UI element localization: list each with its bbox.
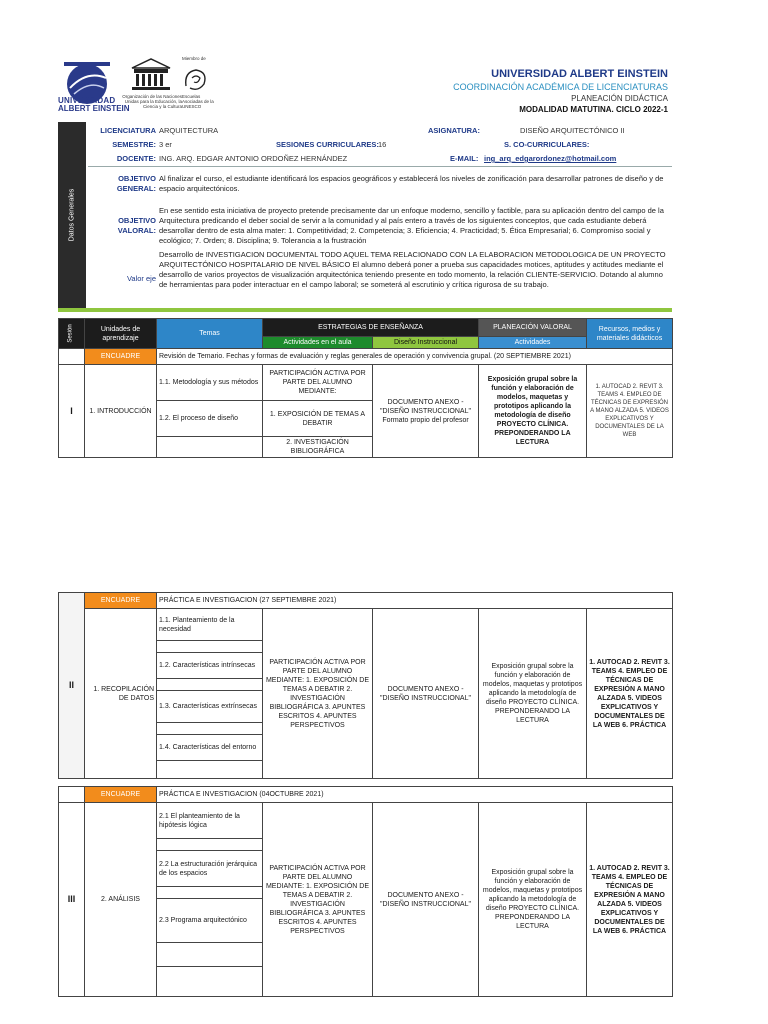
topic-1: 1.1. Metodología y sus métodos: [157, 365, 263, 401]
activity-2: 1. EXPOSICIÓN DE TEMAS A DEBATIR: [263, 401, 373, 437]
header-estrategias: ESTRATEGIAS DE ENSEÑANZA: [263, 319, 479, 337]
instructional-design: DOCUMENTO ANEXO - "DISEÑO INSTRUCCIONAL" Formato propio del profesor: [373, 365, 479, 458]
valoral-planning: Exposición grupal sobre la función y elaboración de modelos, maquetas y prototipos aplicando la metodología de diseño PROYECTO CLÍNICA. PREPONDERANDO LA LECTURA: [479, 609, 587, 779]
encuadre-text: Revisión de Temario. Fechas y formas de evaluación y reglas generales de operación y convivencia grupal. (20 SEPTIEMBRE 2021): [157, 349, 673, 365]
objetivo-general-text: Al finalizar el curso, el estudiante identificará los espacios geográficos y establecerá los niveles de zonificación para desarrollar patrones de diseño y de espacio arquitectónicos.: [159, 174, 664, 193]
valor-eje-text: Desarrollo de INVESTIGACION DOCUMENTAL TODO AQUEL TEMA RELACIONADO CON LA ELABORACION METODOLOGICA DE UN PROYECTO ARQUITECTÓNICO HOSPITALARIO DE NIVEL BÁSICO El alumno deberá poner a prueba sus capacidades motices, aptitudes y actitudes mediante el desarrollo de varios proyectos de visualización arquitectónica teniendo presente en todo momento, la relación CLIENTE-SERVICIO. Dotando al alumno de herramientas para poder interactuar en el campo laboral; se someterá al escrutinio y crítica rigurosa de su trabajo.: [159, 250, 666, 289]
unit-name: 2. ANÁLISIS: [85, 803, 157, 997]
objetivo-general-label: OBJETIVO GENERAL:: [116, 174, 156, 193]
asignatura-label: ASIGNATURA:: [428, 126, 480, 135]
university-name: UNIVERSIDAD ALBERT EINSTEIN: [491, 68, 668, 80]
resources: 1. AUTOCAD 2. REVIT 3. TEAMS 4. EMPLEO DE TÉCNICAS DE EXPRESIÓN A MANO ALZADA 5. VIDEOS EXPLICATIVOS Y DOCUMENTALES DE LA WEB 6. PRÁCTICA: [587, 609, 673, 779]
valoral-planning: Exposición grupal sobre la función y elaboración de modelos, maquetas y prototipos aplicando la metodología de diseño PROYECTO CLÍNICA. PREPONDERANDO LA LECTURA: [479, 803, 587, 997]
session-number: III: [59, 803, 85, 997]
header-temas: Temas: [157, 319, 263, 349]
unesco-caption: Organización de las Naciones Unidas para la Educación, la Ciencia y la Cultura: [122, 94, 182, 109]
logo-university-line2: ALBERT EINSTEIN: [58, 104, 130, 113]
unit-name: 1. RECOPILACIÓN DE DATOS: [85, 609, 157, 779]
header-actividades-aula: Actividades en el aula: [263, 337, 373, 349]
topic-1: 2.1 El planteamiento de la hipótesis lógica: [157, 803, 263, 839]
resources: 1. AUTOCAD 2. REVIT 3. TEAMS 4. EMPLEO DE TÉCNICAS DE EXPRESIÓN A MANO ALZADA 5. VIDEOS EXPLICATIVOS Y DOCUMENTALES DE LA WEB 6. PRÁCTICA: [587, 803, 673, 997]
licenciatura-label: LICENCIATURA: [100, 126, 156, 135]
topic-2: 1.2. Características intrínsecas: [157, 653, 263, 679]
general-data-label: Datos Generales: [68, 188, 76, 242]
semestre-label: SEMESTRE:: [112, 140, 156, 149]
escuelas-caption: Escuelas Asociadas de la UNESCO: [182, 94, 214, 109]
session-table-2: [58, 592, 673, 779]
session-number: I: [59, 365, 85, 458]
encuadre-badge: ENCUADRE: [85, 349, 157, 365]
escuelas-asociadas-logo: [180, 62, 212, 96]
green-divider-bar: [58, 308, 672, 312]
activities: PARTICIPACIÓN ACTIVA POR PARTE DEL ALUMNO MEDIANTE: 1. EXPOSICIÓN DE TEMAS A DEBATIR 2. INVESTIGACIÓN BIBLIOGRÁFICA 3. APUNTES ESCRITOS 4. APUNTES PERSPECTIVOS: [263, 803, 373, 997]
topic-3: 2.3 Programa arquitectónico: [157, 899, 263, 943]
topic-1: 1.1. Planteamiento de la necesidad: [157, 609, 263, 641]
encuadre-badge: ENCUADRE: [85, 593, 157, 609]
semestre-value: 3 er: [159, 140, 172, 149]
logo-university-line1: UNIVERSIDAD: [58, 96, 116, 105]
valor-eje-label: Valor eje: [126, 274, 156, 283]
session-table-3: [58, 786, 673, 997]
unit-name: 1. INTRODUCCIÓN: [85, 365, 157, 458]
topic-4: 1.4. Características del entorno: [157, 735, 263, 761]
activity-1: PARTICIPACIÓN ACTIVA POR PARTE DEL ALUMNO MEDIANTE:: [263, 365, 373, 401]
session-table-1: [58, 318, 673, 458]
activities: PARTICIPACIÓN ACTIVA POR PARTE DEL ALUMNO MEDIANTE: 1. EXPOSICIÓN DE TEMAS A DEBATIR 2. INVESTIGACIÓN BIBLIOGRÁFICA 3. APUNTES ESCRITOS 4. APUNTES PERSPECTIVOS: [263, 609, 373, 779]
escuelas-top-caption: Miembro de: [182, 56, 206, 61]
session-number: II: [59, 593, 85, 779]
header-titles: [453, 68, 668, 114]
header-planeacion: PLANEACIÓN VALORAL: [479, 319, 587, 337]
header-recursos: Recursos, medios y materiales didácticos: [587, 319, 673, 349]
header-actividades: Actividades: [479, 337, 587, 349]
asignatura-value: DISEÑO ARQUITECTÓNICO II: [520, 126, 625, 135]
coordination-name: COORDINACIÓN ACADÉMICA DE LICENCIATURAS: [453, 82, 668, 92]
resources: 1. AUTOCAD 2. REVIT 3. TEAMS 4. EMPLEO DE TÉCNICAS DE EXPRESIÓN A MANO ALZADA 5. VIDEOS EXPLICATIVOS Y DOCUMENTALES DE LA WEB: [587, 365, 673, 458]
modality-title: MODALIDAD MATUTINA. CICLO 2022-1: [519, 105, 668, 114]
objetivo-valoral-label: OBJETIVO VALORAL:: [117, 216, 156, 235]
general-data-sidebar: [58, 122, 86, 308]
encuadre-badge: ENCUADRE: [85, 787, 157, 803]
email-label: E-MAIL:: [450, 154, 479, 163]
cocurriculares-label: S. CO-CURRICULARES:: [504, 140, 590, 149]
instructional-design: DOCUMENTO ANEXO - "DISEÑO INSTRUCCIONAL": [373, 609, 479, 779]
unesco-temple-logo: [130, 58, 172, 92]
planning-title: PLANEACIÓN DIDÁCTICA: [571, 94, 668, 103]
topic-2: 1.2. El proceso de diseño: [157, 401, 263, 437]
licenciatura-value: ARQUITECTURA: [159, 126, 219, 135]
objetivo-valoral-text: En ese sentido esta iniciativa de proyecto pretende precisamente dar un enfoque moderno, sencillo y factible, para su aplicación dentro del campo de la Arquitectura predicando el deber social de servir a la comunidad y al país entero a través de los siguientes conceptos, que cada estudiante deberá desarrollar dentro de esta alma mater: 1. Competitividad; 2. Competencia; 3. Eficiencia; 4. Practicidad; 5. Ética Empresarial; 6. Compromiso social y ecológico; 7. Orden; 8. Disciplina; 9. Tolerancia a la frustración: [159, 206, 664, 245]
email-link[interactable]: ing_arq_edgarordonez@hotmail.com: [484, 154, 617, 163]
header-diseno-instruccional: Diseño Instruccional: [373, 337, 479, 349]
docente-label: DOCENTE:: [116, 154, 156, 163]
header-unidades: Unidades de aprendizaje: [85, 319, 157, 349]
divider: [88, 166, 672, 167]
instructional-design: DOCUMENTO ANEXO - "DISEÑO INSTRUCCIONAL": [373, 803, 479, 997]
topic-3: 1.3. Características extrínsecas: [157, 691, 263, 723]
docente-value: ING. ARQ. EDGAR ANTONIO ORDOÑEZ HERNÁNDEZ: [159, 154, 348, 163]
activity-3: 2. INVESTIGACIÓN BIBLIOGRÁFICA: [263, 437, 373, 458]
header-sesion: Sesión: [59, 319, 85, 349]
sesiones-label: SESIONES CURRICULARES:: [276, 140, 379, 149]
topic-2: 2.2 La estructuración jerárquica de los espacios: [157, 851, 263, 887]
sesiones-value: 16: [378, 140, 387, 149]
encuadre-text: PRÁCTICA E INVESTIGACION (04OCTUBRE 2021): [157, 787, 673, 803]
encuadre-text: PRÁCTICA E INVESTIGACION (27 SEPTIEMBRE 2021): [157, 593, 673, 609]
valoral-planning: Exposición grupal sobre la función y elaboración de modelos, maquetas y prototipos aplicando la metodología de diseño PROYECTO CLÍNICA. PREPONDERANDO LA LECTURA: [479, 365, 587, 458]
